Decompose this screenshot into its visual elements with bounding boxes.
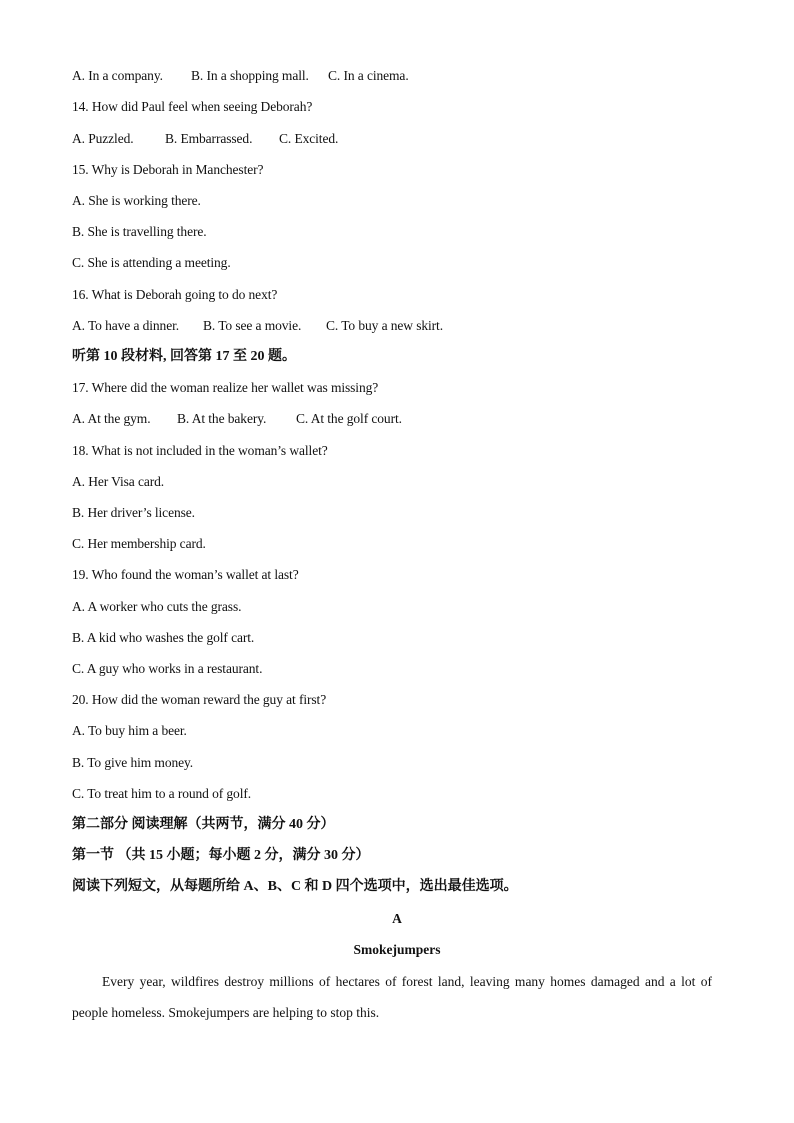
q18-option-b: B. Her driver’s license. (72, 505, 195, 520)
q19-question: 19. Who found the woman’s wallet at last? (72, 567, 299, 582)
passage-label: A (392, 911, 402, 926)
q13-option-c: C. In a cinema. (328, 68, 409, 83)
q17-option-b: B. At the bakery. (177, 411, 267, 426)
q17-option-a: A. At the gym. (72, 411, 151, 426)
q14-option-a: A. Puzzled. (72, 131, 134, 146)
q20-option-a: A. To buy him a beer. (72, 723, 187, 738)
q14-option-c: C. Excited. (279, 131, 339, 146)
q15-question: 15. Why is Deborah in Manchester? (72, 162, 264, 177)
q19-option-c: C. A guy who works in a restaurant. (72, 661, 263, 676)
passage-title: Smokejumpers (353, 942, 441, 957)
section-heading-passage-10: 听第 10 段材料, 回答第 17 至 20 题。 (72, 349, 296, 364)
q15-option-b: B. She is travelling there. (72, 224, 207, 239)
q14-question: 14. How did Paul feel when seeing Deborah? (72, 99, 313, 114)
q16-option-c: C. To buy a new skirt. (326, 318, 443, 333)
q15-option-c: C. She is attending a meeting. (72, 255, 231, 270)
q19-option-b: B. A kid who washes the golf cart. (72, 630, 255, 645)
q13-options (72, 67, 409, 85)
q20-option-b: B. To give him money. (72, 755, 194, 770)
passage-paragraph: Every year, wildfires destroy millions of hectares of forest land, leaving many homes damaged and a lot of people homeless. Smokejumpers are helping to stop this. (72, 974, 712, 1020)
q18-option-a: A. Her Visa card. (72, 474, 165, 489)
q13-option-b: B. In a shopping mall. (191, 68, 309, 83)
q18-question: 18. What is not included in the woman’s wallet? (72, 443, 328, 458)
q16-options (72, 317, 443, 335)
q17-question: 17. Where did the woman realize her wallet was missing? (72, 380, 379, 395)
q20-option-c: C. To treat him to a round of golf. (72, 786, 252, 801)
q13-option-a: A. In a company. (72, 68, 163, 83)
q19-option-a: A. A worker who cuts the grass. (72, 599, 242, 614)
q15-option-a: A. She is working there. (72, 193, 201, 208)
reading-instructions: 阅读下列短文，从每题所给 A、B、C 和 D 四个选项中，选出最佳选项。 (72, 879, 518, 894)
q14-options (72, 130, 338, 148)
q17-options (72, 410, 402, 428)
q16-question: 16. What is Deborah going to do next? (72, 287, 278, 302)
q16-option-b: B. To see a movie. (203, 318, 302, 333)
q17-option-c: C. At the golf court. (296, 411, 402, 426)
q16-option-a: A. To have a dinner. (72, 318, 180, 333)
q14-option-b: B. Embarrassed. (165, 131, 253, 146)
part-two-heading: 第二部分 阅读理解（共两节，满分 40 分） (72, 817, 335, 832)
section-one-heading: 第一节 （共 15 小题；每小题 2 分，满分 30 分） (72, 848, 370, 863)
q18-option-c: C. Her membership card. (72, 536, 206, 551)
q20-question: 20. How did the woman reward the guy at first? (72, 692, 327, 707)
